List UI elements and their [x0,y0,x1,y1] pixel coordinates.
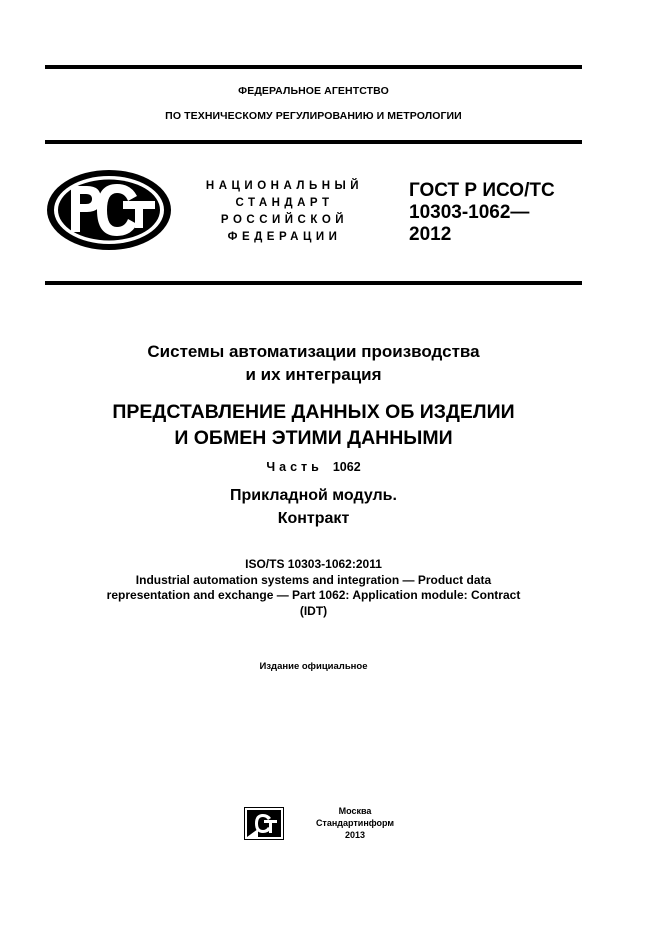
gost-line-3: 2012 [409,224,452,245]
agency-line-2: ПО ТЕХНИЧЕСКОМУ РЕГУЛИРОВАНИЮ И МЕТРОЛОГИИ [165,110,462,122]
main-title-line-1: ПРЕДСТАВЛЕНИЕ ДАННЫХ ОБ ИЗДЕЛИИ [112,401,515,423]
part-designation [45,460,582,474]
agency-line-1: ФЕДЕРАЛЬНОЕ АГЕНТСТВО [238,85,389,97]
module-title [45,484,582,530]
national-standard-line-4: ФЕДЕРАЦИИ [227,231,342,243]
publisher-city: Москва [338,806,372,816]
gost-line-1: ГОСТ Р ИСО/ТС [409,180,555,201]
middle-rule [45,281,582,285]
national-standard-line-3: РОССИЙСКОЙ [220,214,349,226]
part-number: 1062 [332,460,361,474]
publisher-name: Стандартинформ [315,818,395,828]
gost-designation [409,180,589,246]
national-standard-line-1: НАЦИОНАЛЬНЫЙ [205,180,364,192]
rst-certification-mark-icon [45,168,173,252]
main-title-line-2: И ОБМЕН ЭТИМИ ДАННЫМИ [174,427,453,449]
iso-reference [45,557,582,619]
publisher-imprint [315,805,395,841]
iso-reference-line-1: ISO/TS 10303-1062:2011 [245,557,382,571]
series-title-line-2: и их интеграция [245,365,382,384]
iso-reference-line-2: Industrial automation systems and integration — Product data [135,572,492,587]
series-title-line-1: Системы автоматизации производства [147,342,480,361]
national-standard-line-2: СТАНДАРТ [235,197,334,209]
part-label: Часть [266,460,323,474]
national-standard-block [192,178,377,246]
iso-reference-line-3: representation and exchange — Part 1062: Application module: Contract [106,588,521,602]
gost-line-2: 10303-1062— [409,202,530,223]
standartinform-logo-icon [244,807,284,840]
series-title [45,340,582,386]
header-rule [45,140,582,144]
top-rule [45,65,582,69]
main-title [45,399,582,451]
iso-reference-line-4: (IDT) [299,603,328,618]
module-title-line-2: Контракт [277,510,350,527]
publisher-year: 2013 [344,830,366,840]
edition-note: Издание официальное [259,661,368,672]
agency-header [45,84,582,123]
module-title-line-1: Прикладной модуль. [230,487,397,504]
